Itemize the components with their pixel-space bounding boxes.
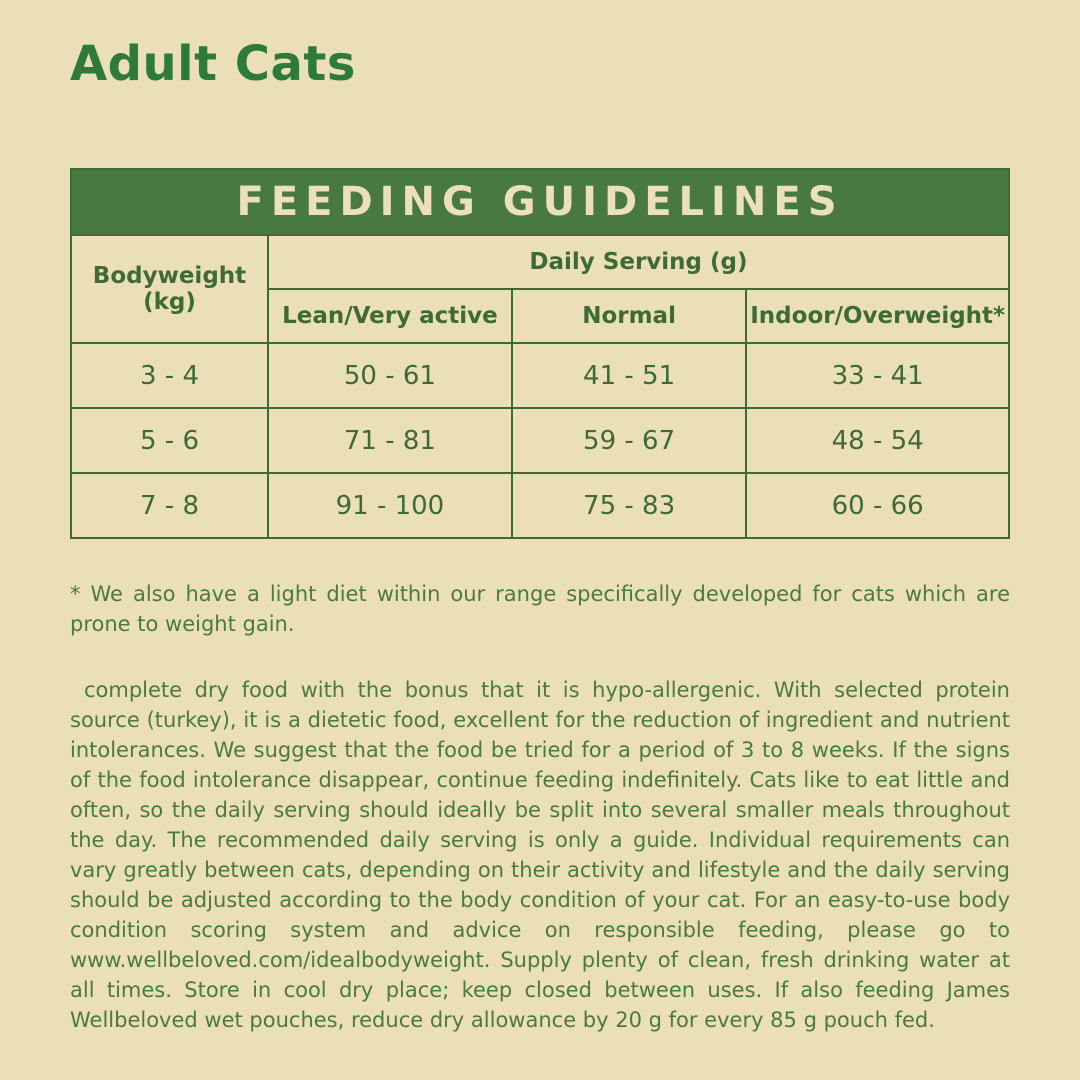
serving-cell-lean: 71 - 81 bbox=[268, 408, 512, 473]
serving-cell-indoor: 48 - 54 bbox=[746, 408, 1009, 473]
serving-cell-lean: 50 - 61 bbox=[268, 343, 512, 408]
serving-cell-indoor: 60 - 66 bbox=[746, 473, 1009, 538]
serving-cell-indoor: 33 - 41 bbox=[746, 343, 1009, 408]
table-banner-row bbox=[71, 169, 1009, 235]
light-diet-footnote: * We also have a light diet within our range specifically developed for cats which are prone to weight gain. bbox=[70, 582, 1010, 636]
daily-serving-group-header: Daily Serving (g) bbox=[268, 235, 1009, 289]
bodyweight-cell: 3 - 4 bbox=[71, 343, 268, 408]
bodyweight-cell: 5 - 6 bbox=[71, 408, 268, 473]
column-header-normal: Normal bbox=[512, 289, 747, 343]
table-row bbox=[71, 343, 1009, 408]
table-row bbox=[71, 473, 1009, 538]
serving-cell-lean: 91 - 100 bbox=[268, 473, 512, 538]
feeding-advice-paragraph: complete dry food with the bonus that it is hypo-allergenic. With selected protein source (turkey), it is a dietetic food, excellent for the reduction of ingredient and nutrient intolerances. We suggest that the food be tried for a period of 3 to 8 weeks. If the signs of the food intolerance disappear, continue feeding indefinitely. Cats like to eat little and often, so the daily serving should ideally be split into several smaller meals throughout the day. The recommended daily serving is only a guide. Individual requirements can vary greatly between cats, depending on their activity and lifestyle and the daily serving should be adjusted according to the body condition of your cat. For an easy-to-use body condition scoring system and advice on responsible feeding, please go to www.wellbeloved.com/idealbodyweight. Supply plenty of clean, fresh drinking water at all times. Store in cool dry place; keep closed between uses. If also feeding James Wellbeloved wet pouches, reduce dry allowance by 20 g for every 85 g pouch fed. bbox=[70, 678, 1010, 1032]
column-header-indoor-overweight: Indoor/Overweight* bbox=[746, 289, 1009, 343]
serving-cell-normal: 59 - 67 bbox=[512, 408, 747, 473]
column-header-lean-very-active: Lean/Very active bbox=[268, 289, 512, 343]
table-row bbox=[71, 408, 1009, 473]
feeding-guidelines-table bbox=[70, 168, 1010, 539]
table-title-banner: FEEDING GUIDELINES bbox=[71, 169, 1009, 235]
table-group-header-row bbox=[71, 235, 1009, 289]
page-title: Adult Cats bbox=[70, 36, 356, 92]
serving-cell-normal: 41 - 51 bbox=[512, 343, 747, 408]
bodyweight-column-header: Bodyweight (kg) bbox=[71, 235, 268, 343]
serving-cell-normal: 75 - 83 bbox=[512, 473, 747, 538]
bodyweight-cell: 7 - 8 bbox=[71, 473, 268, 538]
